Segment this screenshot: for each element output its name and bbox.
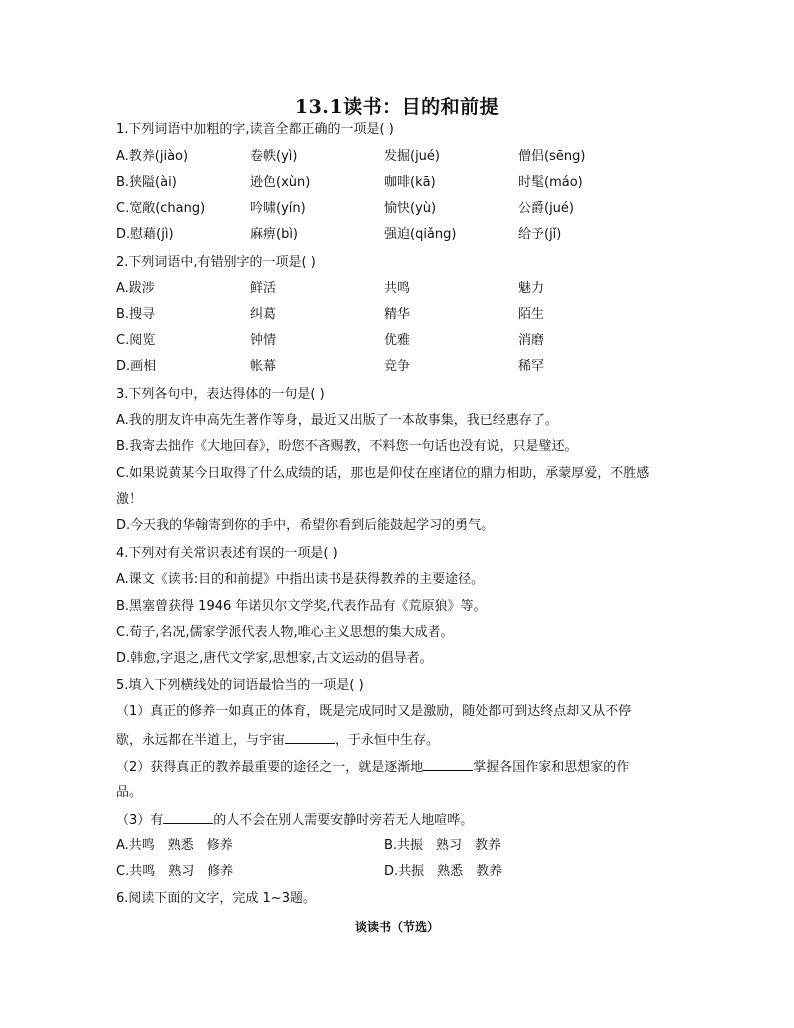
- question-4-option-c: C.荀子,名况,儒家学派代表人物,唯心主义思想的集大成者。: [116, 625, 454, 640]
- option-cell: 逊色(xùn): [250, 175, 311, 190]
- question-5-options-row-2: [116, 864, 676, 880]
- option-cell: 咖啡(kā): [384, 175, 436, 190]
- option-cell: C.宽敞(chang): [116, 201, 206, 216]
- option-cell: 稀罕: [518, 359, 545, 374]
- passage-title: 谈读书（节选）: [354, 920, 439, 934]
- question-4-option-d: D.韩愈,字退之,唐代文学家,思想家,古文运动的倡导者。: [116, 651, 433, 666]
- option-cell: 僧侣(sēng): [518, 149, 586, 164]
- option-cell: 鲜活: [250, 281, 277, 296]
- text-segment: 掌握各国作家和思想家的作: [473, 760, 630, 775]
- option-cell: B.搜寻: [116, 307, 156, 322]
- option-cell: 消磨: [518, 333, 545, 348]
- question-5-sentence-1: （1）真正的修养一如真正的体育，既是完成同时又是激励，随处都可到达终点却又从不停: [116, 704, 632, 719]
- question-5-sentence-2-continued: 品。: [116, 785, 143, 800]
- option-cell: D.画相: [116, 359, 157, 374]
- option-cell: D.慰藉(jì): [116, 227, 174, 242]
- question-1-row-a: [116, 149, 676, 165]
- question-3-option-c: C.如果说黄某今日取得了什么成绩的话，那也是仰仗在座诸位的鼎力相助，承蒙厚爱，不胜感: [116, 466, 650, 481]
- option-cell: 麻痹(bì): [250, 227, 299, 242]
- question-2-row-b: [116, 307, 676, 323]
- question-5-sentence-2: [116, 758, 629, 776]
- fill-blank: [163, 811, 213, 824]
- question-1-row-c: [116, 201, 676, 217]
- option-cell: 竞争: [384, 359, 411, 374]
- option-cell: 钟情: [250, 333, 277, 348]
- question-1-stem: 1.下列词语中加粗的字,读音全都正确的一项是( ): [116, 122, 394, 137]
- text-segment: ，于永恒中生存。: [335, 733, 440, 748]
- option-cell: 公爵(jué): [518, 201, 574, 216]
- option-a: A.共鸣 熟悉 修养: [116, 838, 233, 853]
- question-3-option-c-continued: 激！: [116, 492, 143, 507]
- text-segment: 的人不会在别人需要安静时旁若无人地喧哗。: [213, 813, 474, 828]
- question-6-stem: 6.阅读下面的文字，完成 1~3题。: [116, 891, 316, 906]
- text-segment: （3）有: [116, 813, 164, 828]
- question-1-row-b: [116, 175, 676, 191]
- question-4-option-b: B.黑塞曾获得 1946 年诺贝尔文学奖,代表作品有《荒原狼》等。: [116, 599, 487, 614]
- option-c: C.共鸣 熟习 修养: [116, 864, 234, 879]
- option-cell: A.教养(jiào): [116, 149, 189, 164]
- question-2-row-a: [116, 281, 676, 297]
- text-segment: 歇，永远都在半道上，与宇宙: [116, 733, 286, 748]
- option-cell: 优雅: [384, 333, 411, 348]
- option-cell: 吟啸(yín): [250, 201, 306, 216]
- question-3-option-a: A.我的朋友许申高先生著作等身，最近又出版了一本故事集，我已经惠存了。: [116, 413, 558, 428]
- option-d: D.共振 熟悉 教养: [384, 864, 503, 879]
- option-cell: 卷帙(yì): [250, 149, 298, 164]
- question-5-sentence-1-continued: [116, 731, 439, 749]
- question-5-sentence-3: [116, 811, 473, 829]
- question-3-stem: 3.下列各句中，表达得体的一句是( ): [116, 387, 325, 402]
- option-cell: 强迫(qiǎng): [384, 227, 457, 242]
- option-cell: A.跋涉: [116, 281, 155, 296]
- option-b: B.共振 熟习 教养: [384, 838, 502, 853]
- option-cell: 发掘(jué): [384, 149, 440, 164]
- question-5-stem: 5.填入下列横线处的词语最恰当的一项是( ): [116, 678, 364, 693]
- question-4-stem: 4.下列对有关常识表述有误的一项是( ): [116, 546, 338, 561]
- question-3-option-d: D.今天我的华翰寄到你的手中，希望你看到后能鼓起学习的勇气。: [116, 518, 495, 533]
- page-title: 13.1读书：目的和前提: [294, 96, 500, 118]
- option-cell: 陌生: [518, 307, 545, 322]
- fill-blank: [423, 758, 473, 771]
- option-cell: 纠葛: [250, 307, 277, 322]
- question-2-stem: 2.下列词语中,有错别字的一项是( ): [116, 255, 316, 270]
- option-cell: 精华: [384, 307, 411, 322]
- option-cell: 帐幕: [250, 359, 277, 374]
- question-2-row-c: [116, 333, 676, 349]
- question-1-row-d: [116, 227, 676, 243]
- option-cell: 给予(jǐ): [518, 227, 562, 242]
- fill-blank: [285, 731, 335, 744]
- text-segment: （2）获得真正的教养最重要的途径之一，就是逐渐地: [116, 760, 424, 775]
- option-cell: 愉快(yù): [384, 201, 437, 216]
- option-cell: 魅力: [518, 281, 545, 296]
- question-2-row-d: [116, 359, 676, 375]
- question-5-options-row-1: [116, 838, 676, 854]
- question-3-option-b: B.我寄去拙作《大地回春》，盼您不吝赐教，不料您一句话也没有说，只是璧还。: [116, 439, 578, 454]
- question-4-option-a: A.课文《读书:目的和前提》中指出读书是获得教养的主要途径。: [116, 572, 485, 587]
- option-cell: 共鸣: [384, 281, 411, 296]
- option-cell: 时髦(máo): [518, 175, 583, 190]
- option-cell: C.阅览: [116, 333, 156, 348]
- option-cell: B.狭隘(ài): [116, 175, 177, 190]
